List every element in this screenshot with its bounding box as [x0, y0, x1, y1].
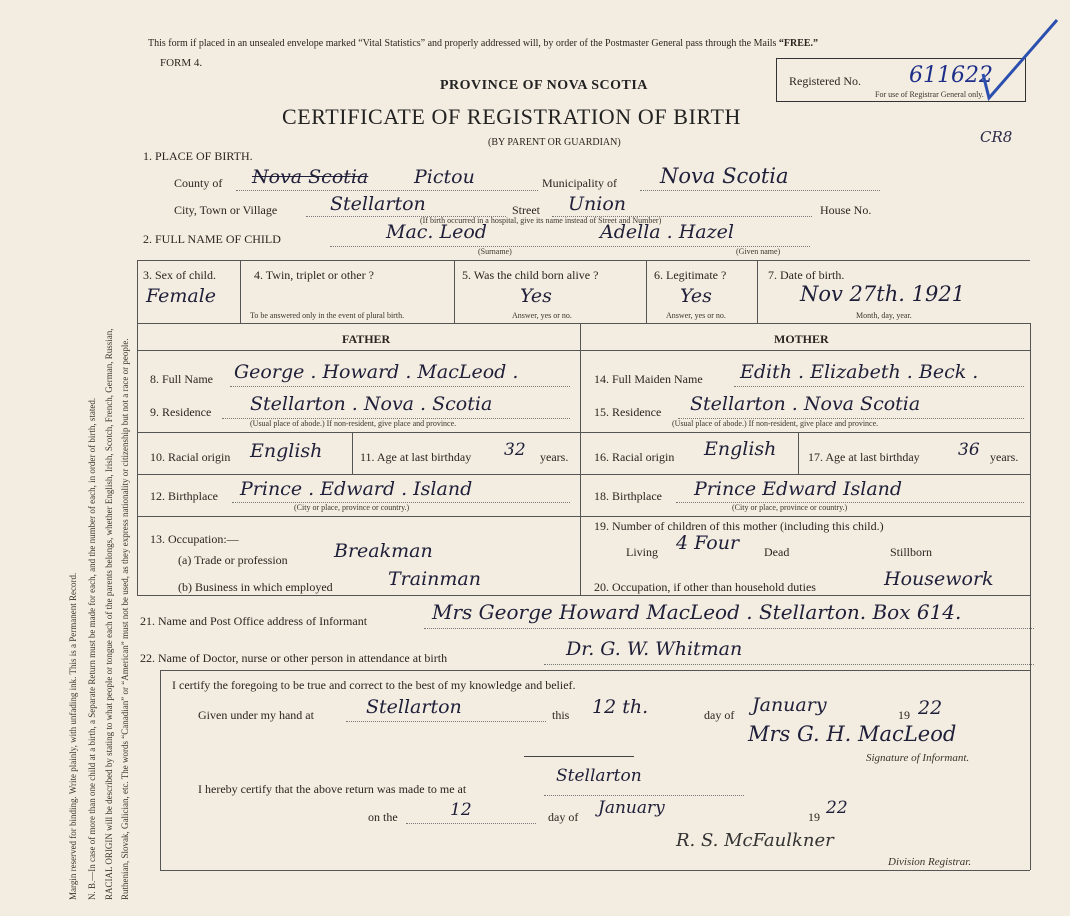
city-label: City, Town or Village — [174, 203, 278, 217]
father-business-value: Trainman — [388, 568, 481, 590]
year-value: 22 — [918, 697, 943, 719]
father-residence-value: Stellarton . Nova . Scotia — [250, 393, 493, 415]
mother-living-value: 4 Four — [676, 532, 740, 554]
father-years-label: years. — [540, 450, 569, 464]
mother-race-label: 16. Racial origin — [594, 450, 675, 464]
father-business-label: (b) Business in which employed — [178, 580, 333, 594]
county-struck-value: Nova Scotia — [252, 166, 369, 188]
mother-children-label: 19. Number of children of this mother (including this child.) — [594, 519, 884, 533]
father-occupation-label: 13. Occupation:— — [150, 532, 239, 546]
twin-note: To be answered only in the event of plural birth. — [250, 311, 405, 320]
this-label: this — [552, 708, 570, 722]
year-prefix: 19 — [898, 708, 910, 722]
registrar-caption: Division Registrar. — [888, 856, 972, 868]
mother-name-value: Edith . Elizabeth . Beck . — [740, 361, 979, 383]
father-birthplace-value: Prince . Edward . Island — [240, 478, 473, 500]
margin-note-binding: Margin reserved for binding. Write plainly, with unfading ink. This is a Permanent Record. — [68, 572, 78, 900]
house-label: House No. — [820, 203, 872, 217]
mother-occupation-value: Housework — [884, 568, 994, 590]
mother-birthplace-note: (City or place, province or country.) — [732, 503, 848, 512]
birth-date-label: 7. Date of birth. — [768, 268, 845, 282]
mother-residence-note: (Usual place of abode.) If non-resident, give place and province. — [672, 419, 879, 428]
mother-birthplace-value: Prince Edward Island — [694, 478, 903, 500]
free-label: “FREE.” — [778, 38, 819, 49]
child-name-label: 2. FULL NAME OF CHILD — [143, 232, 281, 246]
mother-years-label: years. — [990, 450, 1019, 464]
sex-value: Female — [146, 285, 217, 307]
registrar-day-value: 12 — [450, 800, 472, 820]
registrar-year-prefix: 19 — [808, 810, 820, 824]
this-day-value: 12 th. — [592, 696, 649, 718]
father-heading: FATHER — [342, 332, 391, 346]
legitimate-value: Yes — [680, 285, 712, 307]
father-name-value: George . Howard . MacLeod . — [234, 361, 519, 383]
page-title: CERTIFICATE OF REGISTRATION OF BIRTH — [282, 104, 741, 129]
registered-number: 611622 — [909, 63, 993, 88]
day-of-label: day of — [704, 708, 735, 722]
certify-statement: I certify the foregoing to be true and correct to the best of my knowledge and belief. — [172, 678, 576, 692]
father-race-value: English — [250, 440, 323, 462]
mother-name-label: 14. Full Maiden Name — [594, 372, 703, 386]
province-heading: PROVINCE OF NOVA SCOTIA — [440, 78, 648, 93]
registrar-year-value: 22 — [826, 798, 848, 818]
mother-dead-label: Dead — [764, 545, 790, 559]
father-residence-label: 9. Residence — [150, 405, 212, 419]
alive-value: Yes — [520, 285, 552, 307]
father-age-label: 11. Age at last birthday — [360, 450, 472, 464]
father-name-label: 8. Full Name — [150, 372, 213, 386]
father-birthplace-note: (City or place, province or country.) — [294, 503, 410, 512]
checkmark-icon — [975, 14, 1065, 104]
margin-note-racial-words: Ruthenian, Slovak, Galician, etc. The words “Canadian” or “American” must not be used, as they express nationality or citizenship but not a race or people. — [120, 338, 130, 900]
given-name-caption: (Given name) — [736, 247, 781, 256]
on-the-label: on the — [368, 810, 398, 824]
registrar-note: For use of Registrar General only. — [875, 90, 984, 99]
mother-residence-value: Stellarton . Nova Scotia — [690, 393, 921, 415]
doctor-label: 22. Name of Doctor, nurse or other person in attendance at birth — [140, 651, 448, 665]
twin-label: 4. Twin, triplet or other ? — [254, 268, 374, 282]
county-value: Pictou — [414, 166, 475, 188]
legitimate-note: Answer, yes or no. — [666, 311, 726, 320]
city-value: Stellarton — [330, 193, 426, 215]
father-residence-note: (Usual place of abode.) If non-resident, give place and province. — [250, 419, 457, 428]
legitimate-label: 6. Legitimate ? — [654, 268, 727, 282]
registrar-statement: I hereby certify that the above return was made to me at — [198, 782, 467, 796]
postal-note — [148, 38, 818, 49]
given-under-label: Given under my hand at — [198, 708, 314, 722]
place-of-birth-label: 1. PLACE OF BIRTH. — [143, 149, 253, 163]
father-birthplace-label: 12. Birthplace — [150, 489, 218, 503]
county-label: County of — [174, 176, 223, 190]
given-place-value: Stellarton — [366, 696, 462, 718]
child-given-value: Adella . Hazel — [600, 221, 734, 243]
alive-note: Answer, yes or no. — [512, 311, 572, 320]
registrar-month-value: January — [598, 798, 665, 818]
hospital-note: (If birth occurred in a hospital, give its name instead of Street and Number) — [420, 216, 662, 225]
mother-heading: MOTHER — [774, 332, 829, 346]
informant-signature: Mrs G. H. MacLeod — [748, 722, 957, 746]
mother-age-value: 36 — [958, 440, 980, 460]
mother-race-value: English — [704, 438, 777, 460]
mother-living-label: Living — [626, 545, 658, 559]
form-number: FORM 4. — [160, 57, 203, 69]
registered-label: Registered No. — [789, 74, 861, 88]
father-trade-label: (a) Trade or profession — [178, 553, 288, 567]
municipality-value: Nova Scotia — [660, 164, 789, 188]
birth-date-value: Nov 27th. 1921 — [800, 282, 966, 306]
month-value: January — [752, 694, 827, 716]
birth-date-note: Month, day, year. — [856, 311, 912, 320]
page-subtitle: (BY PARENT OR GUARDIAN) — [488, 137, 621, 148]
street-label: Street — [512, 203, 540, 217]
father-trade-value: Breakman — [334, 540, 433, 562]
child-surname-value: Mac. Leod — [386, 221, 487, 243]
registrar-place-value: Stellarton — [556, 766, 642, 786]
margin-note-racial-origin: RACIAL ORIGIN will be described by stating to what people or tongue each of the parents belongs, whether English, Irish, Scotch, French, German, Russian, — [104, 328, 114, 900]
mother-stillborn-label: Stillborn — [890, 545, 933, 559]
registrar-day-of-label: day of — [548, 810, 579, 824]
municipality-label: Municipality of — [542, 176, 617, 190]
mother-age-label: 17. Age at last birthday — [808, 450, 920, 464]
sex-label: 3. Sex of child. — [143, 268, 216, 282]
mother-residence-label: 15. Residence — [594, 405, 662, 419]
informant-signature-caption: Signature of Informant. — [866, 752, 970, 764]
father-age-value: 32 — [504, 440, 526, 460]
father-race-label: 10. Racial origin — [150, 450, 231, 464]
surname-caption: (Surname) — [478, 247, 512, 256]
registrar-signature: R. S. McFaulkner — [676, 830, 834, 851]
street-value: Union — [568, 193, 627, 215]
mother-birthplace-label: 18. Birthplace — [594, 489, 662, 503]
mother-occupation-label: 20. Occupation, if other than household duties — [594, 580, 816, 594]
informant-label: 21. Name and Post Office address of Informant — [140, 614, 368, 628]
corner-mark: CR8 — [980, 128, 1013, 146]
alive-label: 5. Was the child born alive ? — [462, 268, 599, 282]
informant-value: Mrs George Howard MacLeod . Stellarton. Box 614. — [432, 600, 962, 624]
postal-note-text: This form if placed in an unsealed envelope marked “Vital Statistics” and properly addressed will, by order of the Postmaster General pass through the Mails — [148, 38, 777, 49]
doctor-value: Dr. G. W. Whitman — [566, 638, 743, 660]
margin-note-multiple-births: N. B.—In case of more than one child at a birth, a Separate Return must be made for each, and the number of each, in order of birth, stated. — [87, 397, 97, 900]
